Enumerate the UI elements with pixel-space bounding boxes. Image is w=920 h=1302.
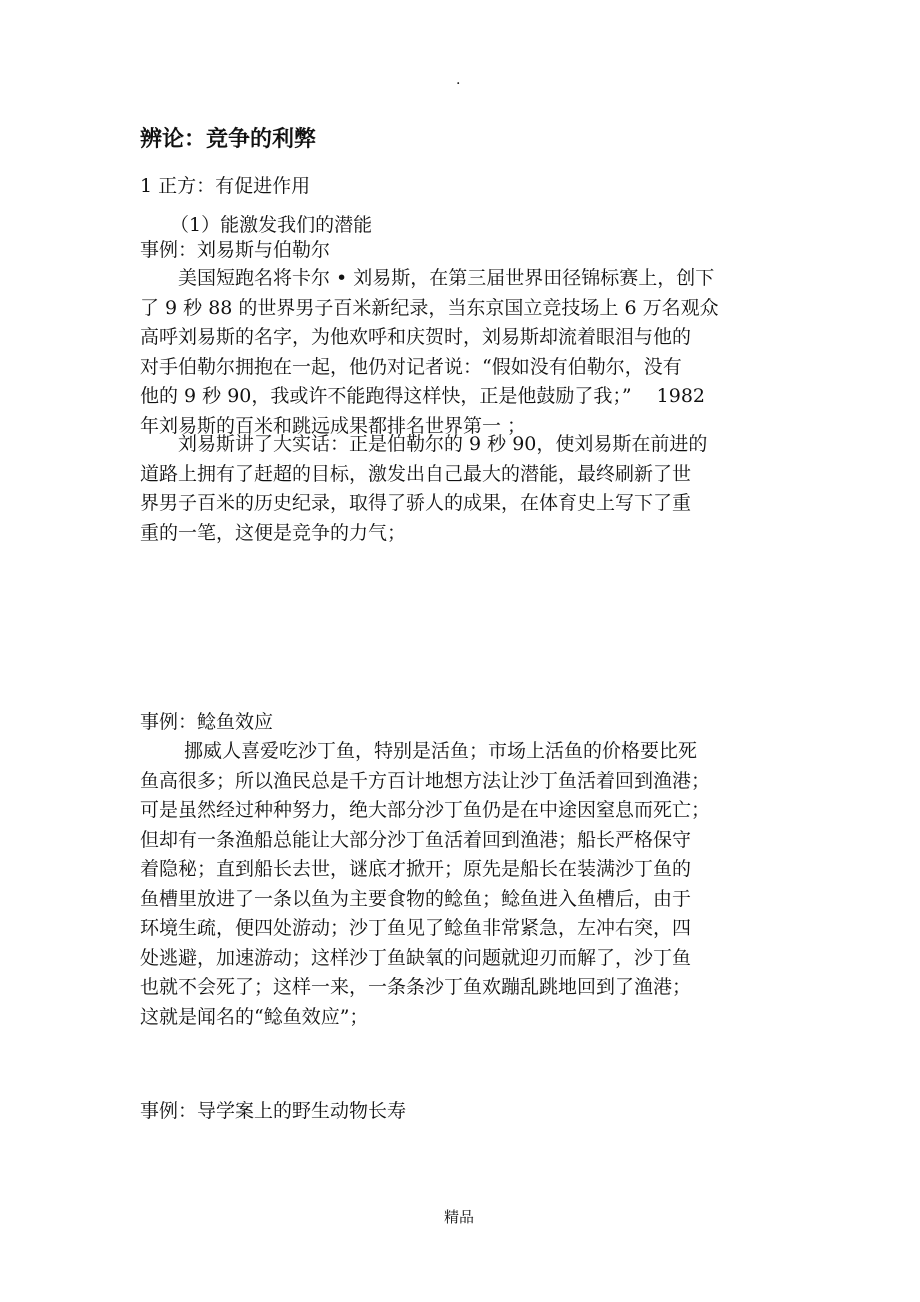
text-line: 环境生疏，便四处游动；沙丁鱼见了鲶鱼非常紧急，左冲右突，四 xyxy=(140,917,692,939)
text-line: 鱼槽里放进了一条以鱼为主要食物的鲶鱼；鲶鱼进入鱼槽后，由于 xyxy=(140,887,692,910)
text-line: 可是虽然经过种种努力，绝大部分沙丁鱼仍是在中途因窒息而死亡； xyxy=(140,799,711,821)
text-line: 对手伯勒尔拥抱在一起，他仍对记者说：“假如没有伯勒尔，没有 xyxy=(140,355,682,378)
text-line: 刘易斯讲了大实话：正是伯勒尔的 9 秒 90，使刘易斯在前进的 xyxy=(178,433,708,455)
text-line: 道路上拥有了赶超的目标，激发出自己最大的潜能，最终刷新了世 xyxy=(140,462,692,485)
example-label-wild-animals: 事例：导学案上的野生动物长寿 xyxy=(140,1100,407,1122)
header-mark: . xyxy=(456,72,461,88)
text-line: 这就是闻名的“鲶鱼效应”； xyxy=(140,1005,369,1028)
text-line: 挪威人喜爱吃沙丁鱼，特别是活鱼；市场上活鱼的价格要比死 xyxy=(184,740,698,762)
document-title: 辨论：竞争的利弊 xyxy=(140,127,317,152)
example-label-catfish: 事例：鲶鱼效应 xyxy=(140,711,274,733)
paragraph-lewis-analysis xyxy=(140,430,780,548)
text-line: 处逃避，加速游动；这样沙丁鱼缺氧的问题就迎刃而解了，沙丁鱼 xyxy=(140,946,692,969)
point-heading-potential: （1）能激发我们的潜能 xyxy=(170,214,373,236)
text-line: 着隐秘；直到船长去世，谜底才掀开；原先是船长在装满沙丁鱼的 xyxy=(140,858,692,880)
section-heading-pro: 1 正方：有促进作用 xyxy=(140,175,311,197)
text-line: 了 9 秒 88 的世界男子百米新纪录，当东京国立竞技场上 6 万名观众 xyxy=(140,296,719,319)
paragraph-catfish-effect xyxy=(140,737,780,1032)
text-line: 界男子百米的历史纪录，取得了骄人的成果，在体育史上写下了重 xyxy=(140,492,692,514)
text-line: 年刘易斯的百米和跳远成果都排名世界第一 ； xyxy=(140,414,527,437)
text-line: 鱼高很多；所以渔民总是千方百计地想方法让沙丁鱼活着回到渔港； xyxy=(140,769,711,792)
text-line: 美国短跑名将卡尔 • 刘易斯，在第三届世界田径锦标赛上，创下 xyxy=(178,267,715,289)
text-line: 他的 9 秒 90，我或许不能跑得这样快，正是他鼓励了我；” 1982 xyxy=(140,385,705,407)
text-line: 但却有一条渔船总能让大部分沙丁鱼活着回到渔港；船长严格保守 xyxy=(140,828,692,851)
footer-text: 精品 xyxy=(444,1208,475,1226)
paragraph-lewis-story xyxy=(140,264,780,441)
text-line: 重的一笔，这便是竞争的力气； xyxy=(140,521,407,544)
text-line: 也就不会死了；这样一来，一条条沙丁鱼欢蹦乱跳地回到了渔港； xyxy=(140,976,692,998)
text-line: 高呼刘易斯的名字，为他欢呼和庆贺时，刘易斯却流着眼泪与他的 xyxy=(140,326,692,348)
example-label-lewis: 事例：刘易斯与伯勒尔 xyxy=(140,239,331,261)
